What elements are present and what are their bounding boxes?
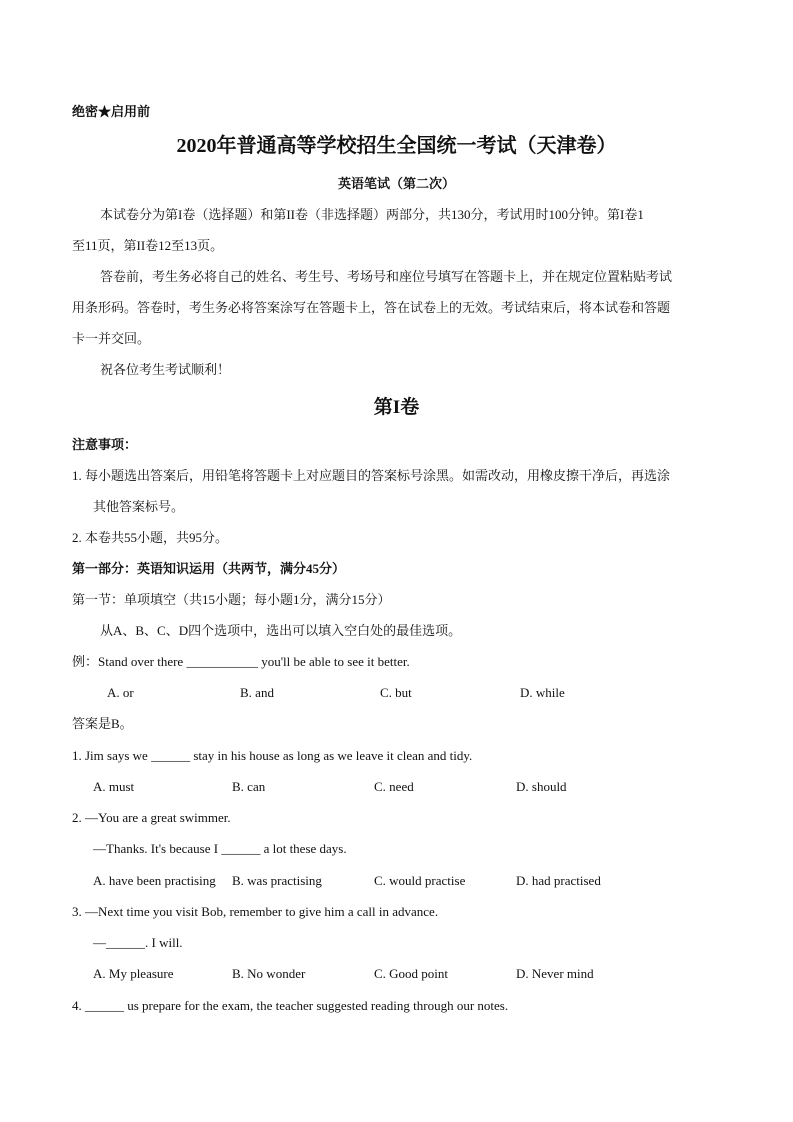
question-3-stem-line-2: —______. I will. <box>93 935 183 950</box>
example-prompt: 例：Stand over there ___________ you'll be able to see it better. <box>72 654 410 669</box>
question-1-option-b: B. can <box>232 779 266 794</box>
question-1-option-c: C. need <box>374 779 414 794</box>
note-2: 2. 本卷共55小题，共95分。 <box>72 530 229 545</box>
question-2-option-a: A. have been practising <box>93 873 216 888</box>
intro-paragraph-2-line-3: 卡一并交回。 <box>72 331 151 346</box>
example-option-c: C. but <box>380 685 412 700</box>
instruction-line: 从A、B、C、D四个选项中，选出可以填入空白处的最佳选项。 <box>100 623 462 638</box>
question-3-option-b: B. No wonder <box>232 966 306 981</box>
question-3-stem-line-1: 3. —Next time you visit Bob, remember to give him a call in advance. <box>72 904 439 919</box>
example-option-d: D. while <box>520 685 565 700</box>
section-one-heading: 第一节：单项填空（共15小题；每小题1分，满分15分） <box>72 592 391 607</box>
note-1-line-2: 其他答案标号。 <box>93 499 185 514</box>
question-3-option-a: A. My pleasure <box>93 966 174 981</box>
question-1-option-d: D. should <box>516 779 567 794</box>
intro-paragraph-2-line-2: 用条形码。答卷时，考生务必将答案涂写在答题卡上，答在试卷上的无效。考试结束后，将本试卷和答题 <box>72 300 671 315</box>
question-2-option-c: C. would practise <box>374 873 466 888</box>
question-3-option-d: D. Never mind <box>516 966 594 981</box>
example-option-b: B. and <box>240 685 274 700</box>
question-2-stem-line-2: —Thanks. It's because I ______ a lot these days. <box>93 841 347 856</box>
intro-paragraph-1-line-2: 至11页，第II卷12至13页。 <box>72 238 224 253</box>
exam-title: 2020年普通高等学校招生全国统一考试（天津卷） <box>176 135 617 157</box>
part-one-heading: 第一部分：英语知识运用（共两节，满分45分） <box>72 561 346 576</box>
question-4-stem: 4. ______ us prepare for the exam, the teacher suggested reading through our notes. <box>72 998 509 1013</box>
question-2-option-b: B. was practising <box>232 873 322 888</box>
example-answer: 答案是B。 <box>72 716 133 731</box>
notes-title: 注意事项： <box>72 437 138 452</box>
confidential-label: 绝密★启用前 <box>72 104 151 119</box>
exam-subtitle: 英语笔试（第二次） <box>337 176 455 191</box>
intro-paragraph-2-line-1: 答卷前，考生务必将自己的姓名、考生号、考场号和座位号填写在答题卡上，并在规定位置粘贴考试 <box>100 269 673 284</box>
question-2-stem-line-1: 2. —You are a great swimmer. <box>72 810 231 825</box>
good-luck-line: 祝各位考生考试顺利！ <box>100 362 231 377</box>
question-1-option-a: A. must <box>93 779 135 794</box>
question-3-option-c: C. Good point <box>374 966 449 981</box>
note-1-line-1: 1. 每小题选出答案后，用铅笔将答题卡上对应题目的答案标号涂黑。如需改动，用橡皮擦干净后，再选涂 <box>72 468 671 483</box>
intro-paragraph-1-line-1: 本试卷分为第I卷（选择题）和第II卷（非选择题）两部分，共130分，考试用时100分钟。第I卷1 <box>100 207 644 222</box>
question-2-option-d: D. had practised <box>516 873 601 888</box>
example-option-a: A. or <box>107 685 134 700</box>
volume-heading: 第I卷 <box>373 397 420 418</box>
question-1-stem: 1. Jim says we ______ stay in his house as long as we leave it clean and tidy. <box>72 748 473 763</box>
